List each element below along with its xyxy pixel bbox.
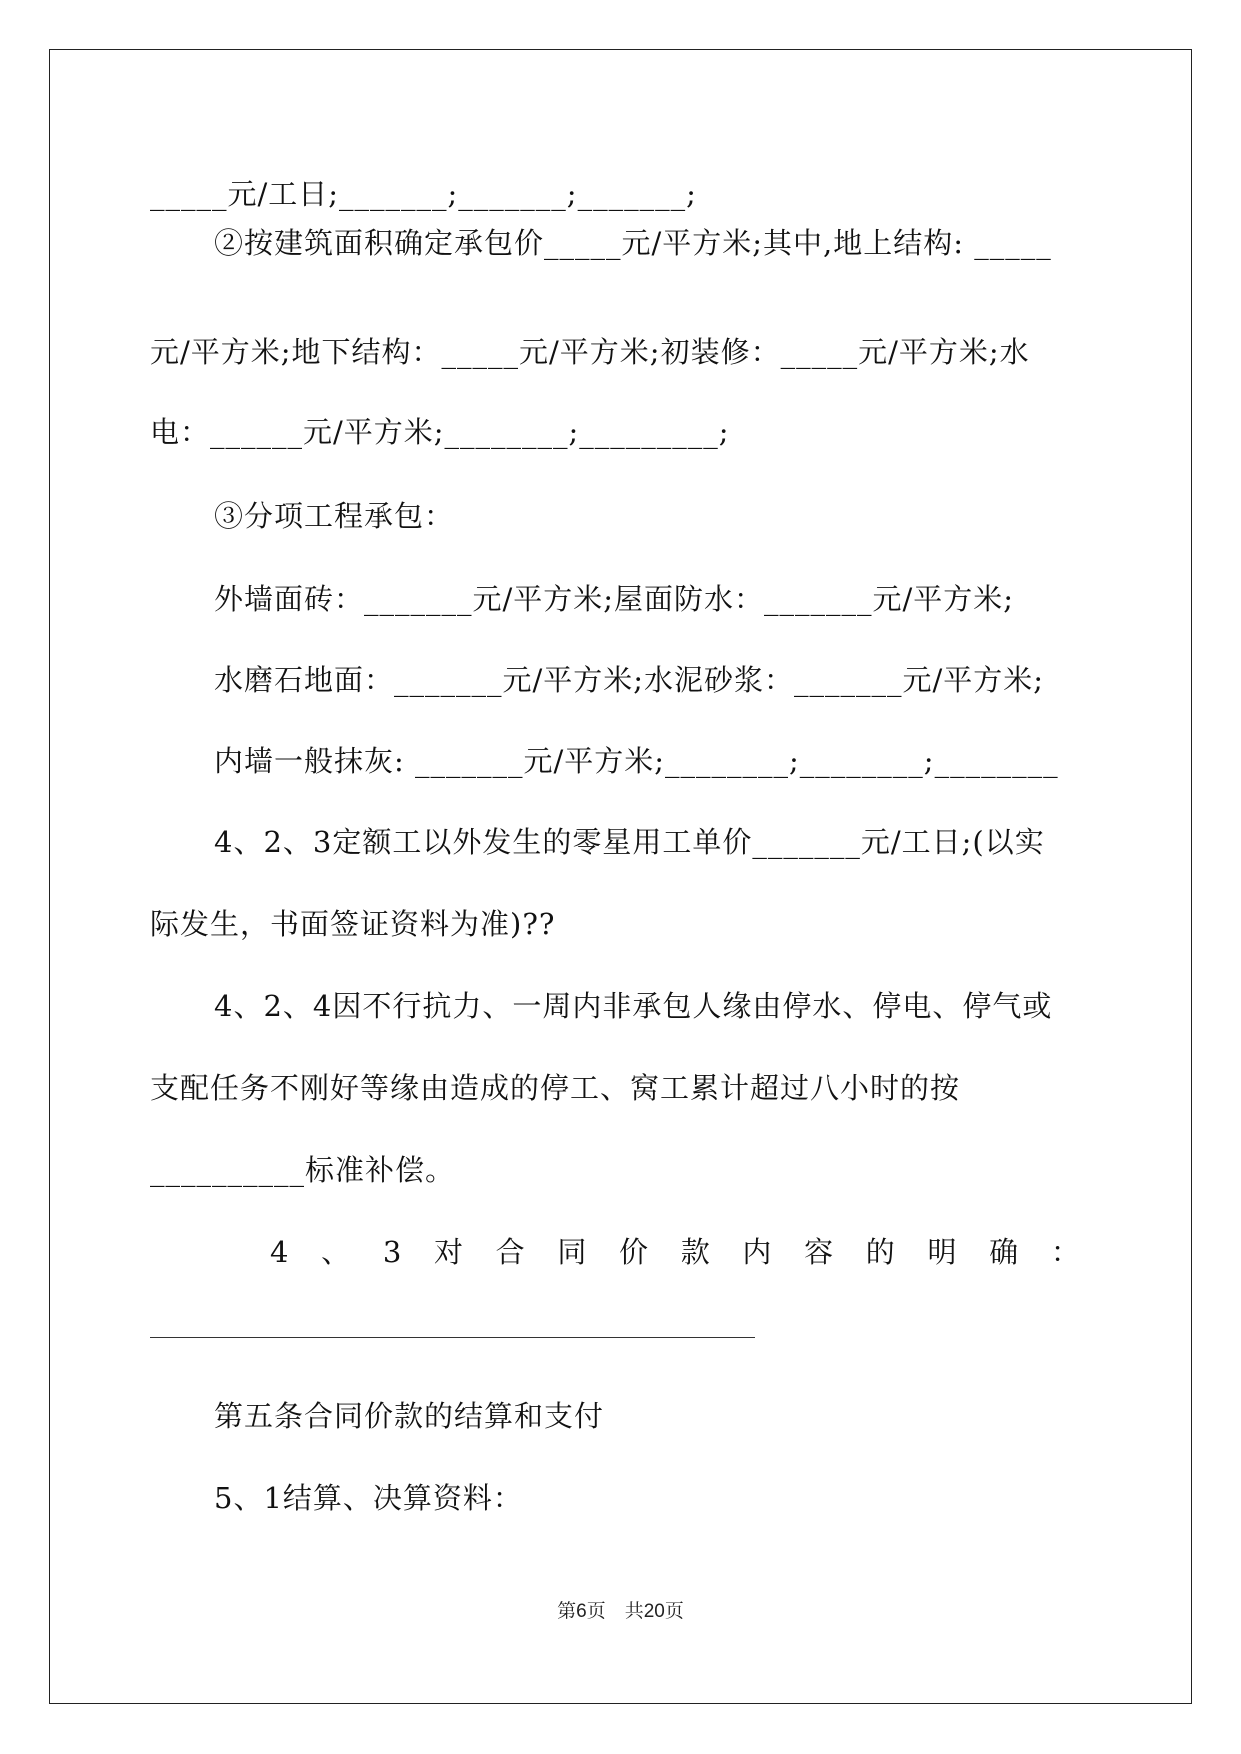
spaced-char: 的 [865, 1235, 895, 1269]
spaced-char: 合 [495, 1235, 525, 1269]
section-heading: 第五条合同价款的结算和支付 [214, 1399, 605, 1433]
spaced-char: 对 [433, 1235, 463, 1269]
spaced-char: 、 [321, 1235, 351, 1269]
doc-line-4: 电：______元/平方米;________;_________; [150, 415, 730, 449]
doc-line-12: 支配任务不刚好等缘由造成的停工、窝工累计超过八小时的按 [150, 1071, 961, 1105]
doc-line-1: _____元/工日;_______;_______;_______; [150, 177, 697, 211]
doc-line-7: 水磨石地面：_______元/平方米;水泥砂浆：_______元/平方米; [214, 663, 1045, 697]
page-border [49, 49, 1192, 1704]
spaced-char: 确 [989, 1235, 1019, 1269]
spaced-char: 明 [927, 1235, 957, 1269]
doc-line-6: 外墙面砖：_______元/平方米;屋面防水：_______元/平方米; [214, 582, 1015, 616]
spaced-char: 内 [742, 1235, 772, 1269]
page-number: 第6页 共20页 [557, 1601, 684, 1622]
spaced-char: ： [1050, 1235, 1080, 1269]
spaced-char: 同 [557, 1235, 587, 1269]
doc-line-10: 际发生，书面签证资料为准)?? [150, 907, 556, 941]
spaced-heading [270, 1232, 1080, 1272]
doc-line-15: 5、1结算、决算资料： [214, 1481, 523, 1515]
spaced-char: 款 [680, 1235, 710, 1269]
underline-rule [150, 1337, 755, 1338]
doc-line-13: __________标准补偿。 [150, 1153, 456, 1187]
spaced-char: 3 [382, 1235, 402, 1269]
spaced-char: 4 [270, 1235, 289, 1269]
doc-line-11: 4、2、4因不行抗力、一周内非承包人缘由停水、停电、停气或 [214, 989, 1053, 1023]
doc-line-9: 4、2、3定额工以外发生的零星用工单价_______元/工日;(以实 [214, 825, 1045, 859]
doc-line-8: 内墙一般抹灰: _______元/平方米;________;________;________ [214, 744, 1059, 778]
doc-line-3: 元/平方米;地下结构：_____元/平方米;初装修：_____元/平方米;水 [150, 335, 1030, 369]
doc-line-2: ②按建筑面积确定承包价_____元/平方米;其中,地上结构: _____ [214, 226, 1052, 260]
spaced-char: 容 [804, 1235, 834, 1269]
doc-line-5: ③分项工程承包： [214, 499, 455, 533]
spaced-char: 价 [619, 1235, 649, 1269]
